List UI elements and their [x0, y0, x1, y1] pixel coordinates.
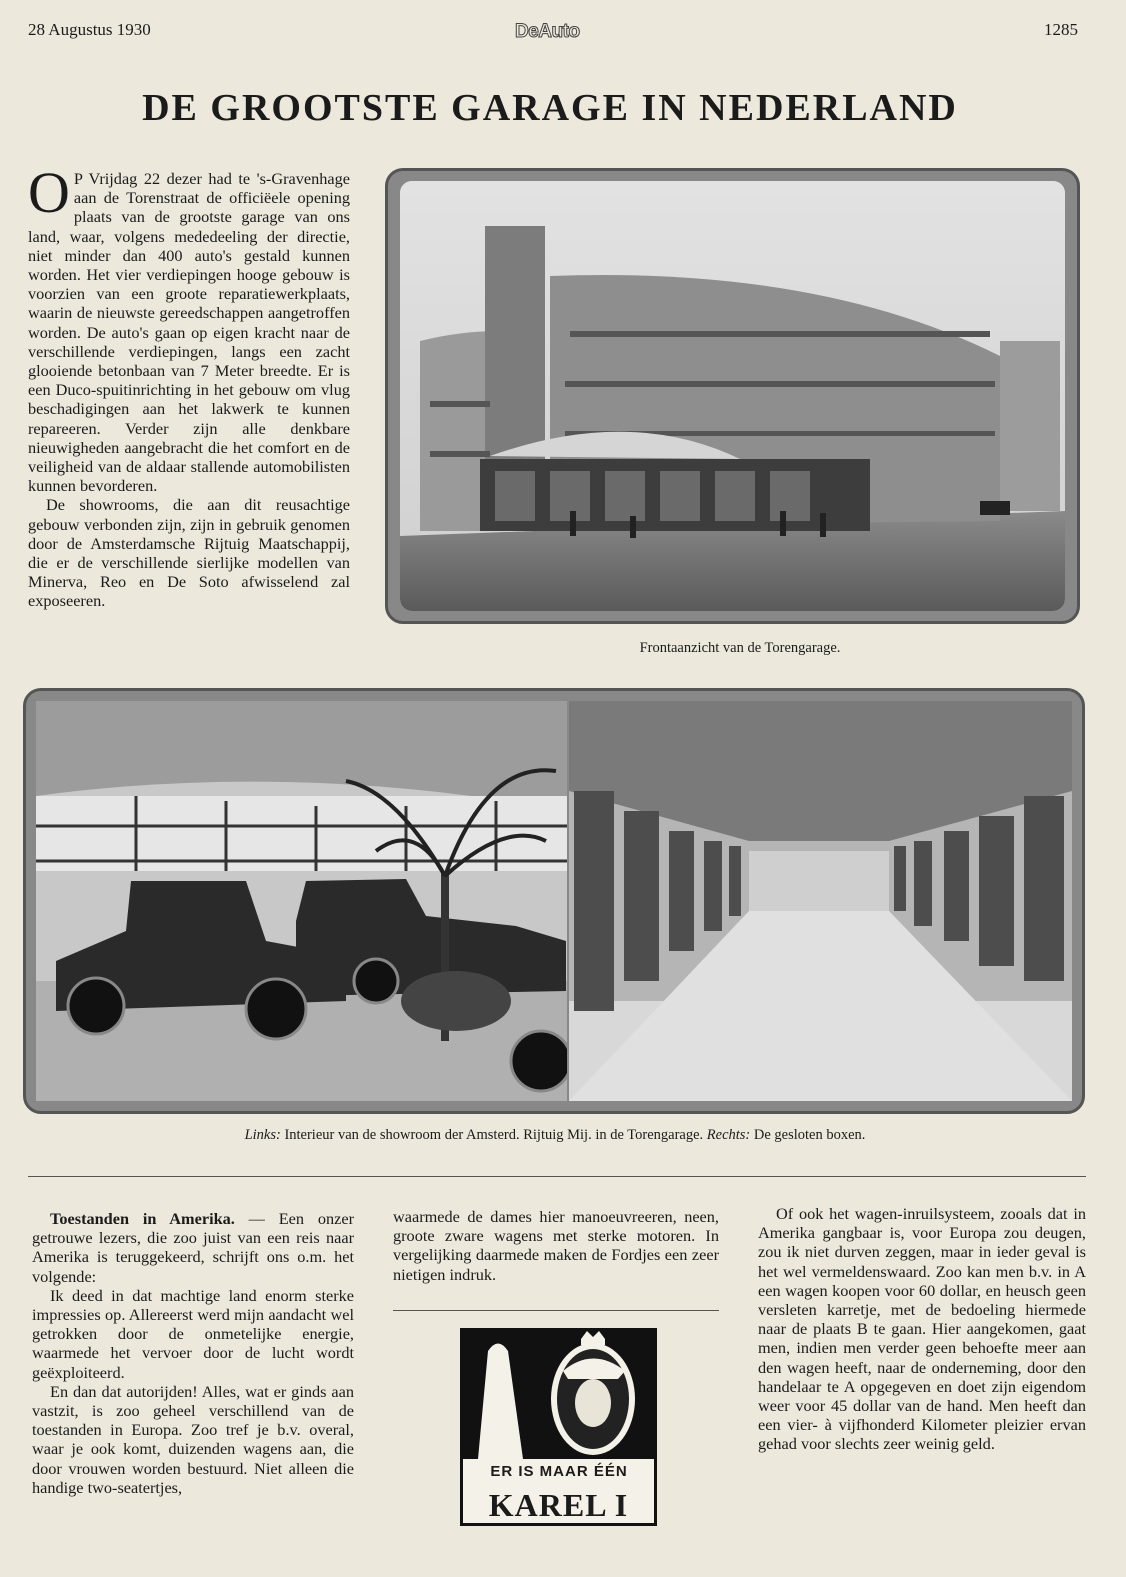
ad-divider	[393, 1310, 719, 1311]
lower-left-paragraph-2: Ik deed in dat machtige land enorm sterke impressies op. Allereerst werd mijn aandacht wel getrokken door de onmetelijke energie, waarmede het vervoer door de lucht wordt geëxploiteerd.	[32, 1285, 354, 1382]
article-title: DE GROOTSTE GARAGE IN NEDERLAND	[142, 87, 958, 129]
photo-showroom	[36, 701, 567, 1101]
lower-left-column	[32, 1209, 354, 1497]
lower-middle-column	[393, 1207, 719, 1284]
ad-brand-name: KAREL I	[488, 1487, 629, 1523]
section-divider	[28, 1176, 1086, 1177]
intro-paragraph-1-text: P Vrijdag 22 dezer had te 's-Gravenhage aan de Torenstraat de officiëele opening plaats van de grootste garage van ons land, waar, volgens mededeeling der directie, niet minder dan 400 auto's gestald kunnen worden. Het vier verdiepingen hooge gebouw is voorzien van een groote reparatiewerkplaats, waarin de nieuwste gereedschappen aangetroffen worden. De auto's gaan op eigen kracht naar de verschillende verdiepingen, langs een zacht glooiende betonbaan van 7 Meter breedte. Er is een Duco-spuitinrichting in het gebouw om vlug beschadigingen aan het lakwerk te kunnen repareeren. Verder zijn alle denkbare nieuwigheden aangebracht die het comfort en de veiligheid van de aldaar stallende automobilisten kunnen bevorderen.	[28, 169, 350, 496]
advertisement-karel-i	[460, 1328, 657, 1526]
page-date: 28 Augustus 1930	[28, 20, 151, 39]
magazine-logo: DeAuto	[515, 21, 580, 42]
intro-column	[28, 160, 350, 611]
ad-banner: ER IS MAAR ÉÉN	[490, 1463, 628, 1480]
lower-right-paragraph: Of ook het wagen-inruilsysteem, zooals dat in Amerika gangbaar is, voor Europa zou deugen, zou ik niet durven zeggen, maar in ieder geval is het wel vermeldenswaard. Zoo kan men b.v. in A een wagen koopen voor 60 dollar, en heusch geen versleten karretje, met de bedoeling hiermede naar de plaats B te gaan. Hier aangekomen, gaat men, indien men verder geen behoefte meer aan den wagen heeft, naar de onderneming, door den handelaar te A opgegeven en doet zijn eigendom weer voor 45 dollar van de hand. Men heeft dan een vier- à vijfhonderd Kilometer pleizier ervan gehad voor slechts zeer weinig geld.	[758, 1204, 1086, 1454]
caption-left-label: Links:	[244, 1127, 281, 1143]
intro-paragraph-1	[28, 160, 350, 496]
section-heading: Toestanden in Amerika.	[50, 1209, 235, 1228]
intro-paragraph-2: De showrooms, die aan dit reusachtige gebouw verbonden zijn, zijn in gebruik genomen door de Amsterdamsche Rijtuig Maatschappij, die er de verschillende sierlijke modellen van Minerva, Reo en De Soto afwisselend zal exposeeren.	[28, 495, 350, 611]
caption-left-text: Interieur van de showroom der Amsterd. Rijtuig Mij. in de Torengarage.	[284, 1127, 704, 1143]
closed-boxes-illustration	[569, 701, 1072, 1101]
garage-building-illustration	[400, 181, 1065, 611]
drop-cap: O	[28, 160, 70, 225]
showroom-illustration	[36, 701, 567, 1101]
ad-portrait-illustration	[463, 1331, 654, 1459]
lower-left-paragraph-1	[32, 1209, 354, 1286]
caption-right-text: De gesloten boxen.	[753, 1127, 866, 1143]
photo-boxes	[569, 701, 1072, 1101]
lower-middle-paragraph: waarmede de dames hier manoeuvreeren, neen, groote zware wagens met sterke motoren. In vergelijking daarmede maken de Fordjes een zeer nietigen indruk.	[393, 1207, 719, 1284]
caption-right-label: Rechts:	[706, 1127, 751, 1143]
lower-left-paragraph-3: En dan dat autorijden! Alles, wat er ginds aan vastzit, is zoo geheel verschillend van de toestanden in Europa. Zoo tref je b.v. overal, waar je ook komt, duizenden wagens aan, die door vrouwen worden bestuurd. Niet alleen die handige two-seatertjes,	[32, 1381, 354, 1497]
page-number: 1285	[1044, 20, 1078, 39]
caption-bottom-photos	[0, 1127, 1110, 1144]
caption-front-photo: Frontaanzicht van de Torengarage.	[639, 640, 841, 656]
photo-frontaanzicht	[400, 181, 1065, 611]
photo-frontaanzicht-frame	[385, 168, 1080, 624]
lower-left-paragraph-1-text: — Een onzer getrouwe lezers, die zoo juist van een reis naar Amerika is teruggekeerd, schrijft ons o.m. het volgende:	[32, 1209, 354, 1286]
lower-right-column	[758, 1204, 1086, 1454]
photo-interior-frame	[23, 688, 1085, 1114]
